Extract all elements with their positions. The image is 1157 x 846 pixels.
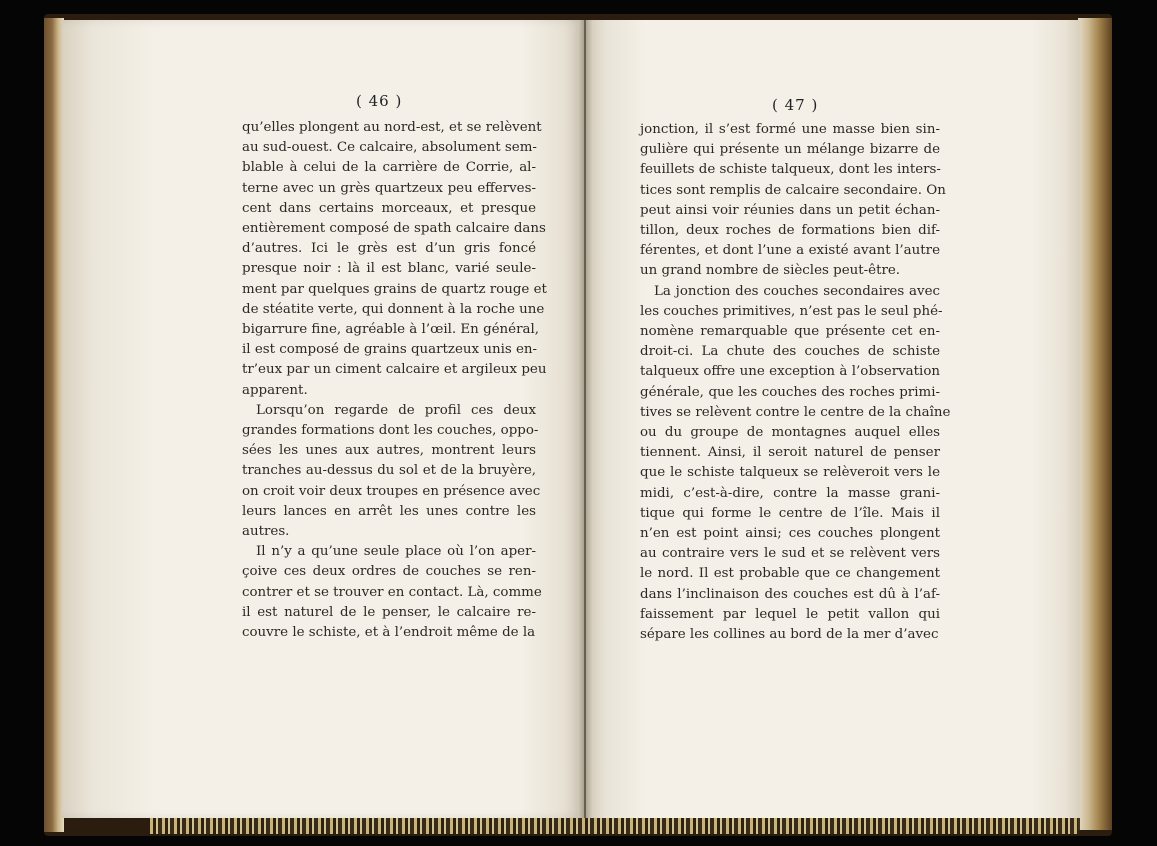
text-line: au contraire vers le sud et se relèvent vers	[640, 546, 940, 562]
text-line: jonction, il s’est formé une masse bien sin-	[640, 122, 940, 137]
text-line: ment par quelques grains de quartz rouge et	[242, 281, 547, 297]
text-line: contrer et se trouver en contact. Là, comme	[242, 584, 542, 600]
text-line: il est composé de grains quartzeux unis en-	[242, 342, 538, 358]
text-line: gulière qui présente un mélange bizarre de	[640, 142, 940, 158]
text-line: droit-ci. La chute des couches de schiste	[640, 344, 940, 360]
left-page-number: ( 46 )	[356, 92, 403, 110]
text-line: générale, que les couches des roches primi-	[640, 384, 940, 400]
text-line: tiennent. Ainsi, il seroit naturel de penser	[640, 445, 940, 461]
text-line: La jonction des couches secondaires avec	[654, 283, 940, 299]
text-line: de stéatite verte, qui donnent à la roche une	[242, 301, 545, 317]
text-line: ou du groupe de montagnes auquel elles	[640, 425, 940, 441]
text-line: que le schiste talqueux se relèveroit vers le	[640, 465, 940, 481]
text-line: tr’eux par un ciment calcaire et argileux peu	[242, 362, 547, 378]
text-line: sépare les collines au bord de la mer d’avec	[640, 627, 939, 643]
text-line: tices sont remplis de calcaire secondaire. On	[640, 182, 946, 198]
text-line: talqueux offre une exception à l’observation	[640, 364, 940, 380]
text-line: sées les unes aux autres, montrent leurs	[242, 443, 536, 459]
text-line: midi, c’est-à-dire, contre la masse grani-	[640, 485, 940, 501]
text-line: grandes formations dont les couches, oppo-	[242, 423, 539, 439]
text-line: autres.	[242, 524, 290, 540]
text-line: le nord. Il est probable que ce changement	[640, 566, 940, 582]
right-page-number: ( 47 )	[772, 96, 819, 114]
text-line: bigarrure fine, agréable à l’œil. En général,	[242, 322, 540, 338]
text-line: couvre le schiste, et à l’endroit même de la	[242, 625, 536, 641]
text-line: terne avec un grès quartzeux peu efferves-	[242, 180, 536, 196]
text-line: férentes, et dont l’une a existé avant l’autre	[640, 243, 940, 259]
text-line: on croit voir deux troupes en présence avec	[242, 483, 541, 499]
marbled-edge	[150, 818, 1080, 834]
right-page-edges	[1078, 18, 1112, 830]
text-line: leurs lances en arrêt les unes contre les	[242, 503, 536, 519]
text-line: tives se relèvent contre le centre de la chaîne	[640, 404, 951, 420]
text-line: faissement par lequel le petit vallon qui	[640, 606, 940, 622]
text-line: cent dans certains morceaux, et presque	[242, 200, 536, 216]
text-line: tranches au-dessus du sol et de la bruyère,	[242, 463, 536, 479]
text-line: Lorsqu’on regarde de profil ces deux	[256, 402, 536, 418]
text-line: d’autres. Ici le grès est d’un gris foncé	[242, 241, 536, 257]
text-line: Il n’y a qu’une seule place où l’on aper-	[256, 544, 536, 560]
text-line: qu’elles plongent au nord-est, et se relèvent	[242, 120, 542, 135]
text-line: dans l’inclinaison des couches est dû à l’af-	[640, 586, 940, 602]
text-line: au sud-ouest. Ce calcaire, absolument sem-	[242, 140, 537, 156]
text-line: çoive ces deux ordres de couches se ren-	[242, 564, 536, 580]
text-line: entièrement composé de spath calcaire dans	[242, 221, 546, 237]
text-line: les couches primitives, n’est pas le seul phé-	[640, 303, 943, 319]
text-line: blable à celui de la carrière de Corrie, al-	[242, 160, 536, 176]
text-line: il est naturel de le penser, le calcaire re-	[242, 604, 536, 620]
text-line: nomène remarquable que présente cet en-	[640, 324, 940, 340]
text-line: feuillets de schiste talqueux, dont les inters-	[640, 162, 941, 178]
text-line: n’en est point ainsi; ces couches plongent	[640, 526, 940, 542]
text-line: un grand nombre de siècles peut-être.	[640, 263, 901, 279]
right-page-text	[640, 120, 951, 645]
left-cover-edge	[44, 18, 64, 832]
book-gutter	[578, 20, 592, 818]
text-line: presque noir : là il est blanc, varié seule-	[242, 261, 536, 277]
left-page-text	[242, 118, 547, 643]
text-line: peut ainsi voir réunies dans un petit échan-	[640, 202, 940, 218]
text-line: tique qui forme le centre de l’île. Mais il	[640, 505, 940, 521]
text-line: apparent.	[242, 382, 308, 398]
text-line: tillon, deux roches de formations bien dif-	[640, 223, 940, 239]
